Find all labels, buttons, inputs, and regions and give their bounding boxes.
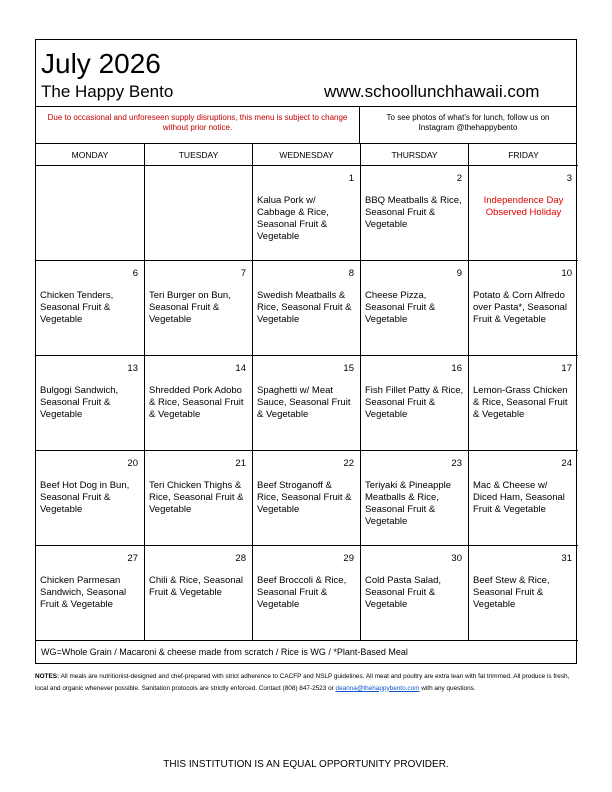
- day-cell: [361, 451, 469, 546]
- day-number: 28: [235, 553, 246, 564]
- meal-text: Fish Fillet Patty & Rice, Seasonal Fruit & Vegetable: [365, 385, 464, 420]
- notice-row: [36, 107, 576, 144]
- holiday-text: Independence Day Observed Holiday: [483, 195, 564, 218]
- day-number: 21: [235, 458, 246, 469]
- day-number: 31: [561, 553, 572, 564]
- day-cell: [361, 166, 469, 261]
- meal-text: Teri Chicken Thighs & Rice, Seasonal Fruit & Vegetable: [149, 480, 244, 515]
- day-number: 20: [127, 458, 138, 469]
- day-number: 27: [127, 553, 138, 564]
- day-cell: [145, 261, 253, 356]
- day-cell: [253, 546, 361, 641]
- day-cell: [36, 546, 145, 641]
- day-cell: [253, 261, 361, 356]
- day-number: 10: [561, 268, 572, 279]
- day-cell: [469, 451, 578, 546]
- day-number: 13: [127, 363, 138, 374]
- day-number: 7: [240, 268, 246, 279]
- day-number: 14: [235, 363, 246, 374]
- calendar-header: [36, 40, 576, 107]
- supply-disclaimer: Due to occasional and unforeseen supply disruptions, this menu is subject to change without prior notice.: [36, 107, 360, 143]
- instagram-note: To see photos of what's for lunch, follow us on Instagram @thehappybento: [386, 113, 550, 132]
- day-number: 29: [343, 553, 354, 564]
- day-cell: [253, 166, 361, 261]
- meal-text: Swedish Meatballs & Rice, Seasonal Fruit & Vegetable: [257, 290, 352, 325]
- day-cell: [145, 166, 253, 261]
- day-number: 23: [451, 458, 462, 469]
- day-cell: [36, 451, 145, 546]
- weekday-header: TUESDAY: [145, 144, 253, 166]
- day-number: 3: [566, 173, 572, 184]
- day-cell: [36, 356, 145, 451]
- meal-text: Lemon-Grass Chicken & Rice, Seasonal Fruit & Vegetable: [473, 385, 568, 420]
- day-number: 22: [343, 458, 354, 469]
- day-number: 8: [348, 268, 354, 279]
- day-number: 30: [451, 553, 462, 564]
- meal-text: Teriyaki & Pineapple Meatballs & Rice, Seasonal Fruit & Vegetable: [365, 480, 452, 527]
- day-cell: [361, 546, 469, 641]
- day-cell: [36, 261, 145, 356]
- day-number: 2: [456, 173, 462, 184]
- meal-text: Chicken Parmesan Sandwich, Seasonal Fruit & Vegetable: [40, 575, 127, 610]
- meal-text: Cold Pasta Salad, Seasonal Fruit & Vegetable: [365, 575, 442, 610]
- day-cell: [469, 356, 578, 451]
- meal-text: Cheese Pizza, Seasonal Fruit & Vegetable: [365, 290, 436, 325]
- legend-row: WG=Whole Grain / Macaroni & cheese made from scratch / Rice is WG / *Plant-Based Meal: [41, 647, 408, 657]
- day-cell: [145, 546, 253, 641]
- menu-calendar: [35, 39, 577, 664]
- day-cell: [361, 356, 469, 451]
- day-number: 24: [561, 458, 572, 469]
- meal-text: Spaghetti w/ Meat Sauce, Seasonal Fruit & Vegetable: [257, 385, 351, 420]
- calendar-grid: [36, 144, 576, 641]
- day-number: 1: [348, 173, 354, 184]
- day-cell: [145, 451, 253, 546]
- meal-text: Kalua Pork w/ Cabbage & Rice, Seasonal Fruit & Vegetable: [257, 195, 329, 242]
- day-cell: [469, 166, 578, 261]
- meal-text: Mac & Cheese w/ Diced Ham, Seasonal Fruit & Vegetable: [473, 480, 565, 515]
- day-cell: [361, 261, 469, 356]
- meal-text: Beef Stew & Rice, Seasonal Fruit & Vegetable: [473, 575, 550, 610]
- weekday-header: MONDAY: [36, 144, 145, 166]
- equal-opportunity-footer: THIS INSTITUTION IS AN EQUAL OPPORTUNITY PROVIDER.: [163, 759, 449, 770]
- meal-text: BBQ Meatballs & Rice, Seasonal Fruit & Vegetable: [365, 195, 462, 230]
- weekday-header: THURSDAY: [361, 144, 469, 166]
- day-cell: [145, 356, 253, 451]
- page-title: July 2026: [41, 48, 161, 79]
- day-number: 16: [451, 363, 462, 374]
- day-cell: [253, 451, 361, 546]
- day-number: 15: [343, 363, 354, 374]
- company-name: The Happy Bento: [41, 82, 174, 101]
- meal-text: Chicken Tenders, Seasonal Fruit & Vegetable: [40, 290, 114, 325]
- day-cell: [253, 356, 361, 451]
- day-cell: [36, 166, 145, 261]
- contact-email-link[interactable]: deanna@thehappybento.com: [335, 684, 420, 692]
- notes-text: All meals are nutritionist-designed and chef-prepared with strict adherence to CACFP and NSLP guidelines. All meat and poultry are extra lean with fat trimmed. All produce is fresh, local and organic whenever possible. Sanitation protocols are strictly enforced. Contact (808) 847-2523 or: [35, 673, 570, 692]
- day-number: 6: [132, 268, 138, 279]
- weekday-header: FRIDAY: [469, 144, 578, 166]
- meal-text: Shredded Pork Adobo & Rice, Seasonal Fruit & Vegetable: [149, 385, 244, 420]
- day-cell: [469, 261, 578, 356]
- meal-text: Beef Hot Dog in Bun, Seasonal Fruit & Vegetable: [40, 480, 130, 515]
- meal-text: Beef Stroganoff & Rice, Seasonal Fruit & Vegetable: [257, 480, 352, 515]
- meal-text: Chili & Rice, Seasonal Fruit & Vegetable: [149, 575, 243, 598]
- day-number: 17: [561, 363, 572, 374]
- meal-text: Potato & Corn Alfredo over Pasta*, Seasonal Fruit & Vegetable: [473, 290, 568, 325]
- meal-text: Beef Broccoli & Rice, Seasonal Fruit & Vegetable: [257, 575, 347, 610]
- website-text: www.schoollunchhawaii.com: [324, 82, 540, 101]
- weekday-header: WEDNESDAY: [253, 144, 361, 166]
- meal-text: Teri Burger on Bun, Seasonal Fruit & Vegetable: [149, 290, 231, 325]
- notes-label: NOTES:: [35, 673, 60, 680]
- day-cell: [469, 546, 578, 641]
- day-number: 9: [456, 268, 462, 279]
- meal-text: Bulgogi Sandwich, Seasonal Fruit & Vegetable: [40, 385, 119, 420]
- notes-paragraph: [35, 671, 580, 694]
- notes-tail: with any questions.: [419, 684, 476, 692]
